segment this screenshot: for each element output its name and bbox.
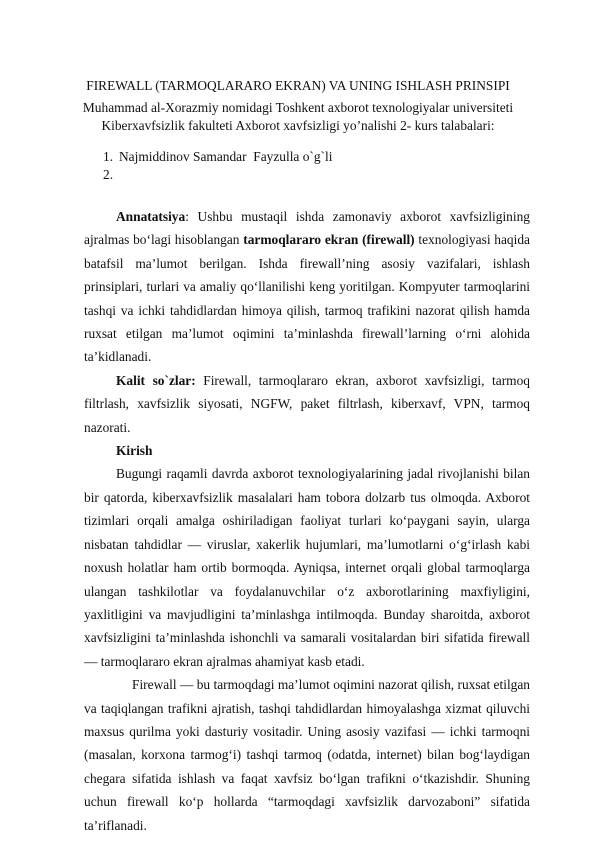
author-item <box>103 148 332 166</box>
keywords-label: Kalit so`zlar: <box>116 372 196 388</box>
intro-paragraph-1: Bugungi raqamli davrda axborot texnologiyalarining jadal rivojlanishi bilan bir qatorda, kiberxavfsizlik masalalari ham tobora dolzarb tus olmoqda. Axborot tizimlari orqali amalga oshiriladigan faoliyat turlari ko‘paygani sayin, ularga nisbatan tahdidlar — viruslar, xakerlik hujumlari, ma’lumotlarni o‘g‘irlash kabi noxush holatlar ham ortib bormoqda. Ayniqsa, internet orqali global tarmoqlarga ulangan tashkilotlar va foydalanuvchilar o‘z axborotlarining maxfiyligini, yaxlitligini va mavjudligini ta’minlashga intilmoqda. Bunday sharoitda, axborot xavfsizligini ta’minlashda ishonchli va samarali vositalardan biri sifatida firewall — tarmoqlararo ekran ajralmas ahamiyat kasb etadi. <box>84 466 530 669</box>
annotation-bold-term: tarmoqlararo ekran (firewall) <box>243 232 415 248</box>
intro-heading: Kirish <box>116 443 153 459</box>
author-number: 1. <box>103 149 114 164</box>
paper-title: FIREWALL (TARMOQLARARO EKRAN) VA UNING ISHLASH PRINSIPI <box>86 78 510 93</box>
author-list <box>103 148 332 184</box>
annotation-paragraph <box>84 205 530 369</box>
affiliation-line-2: Kiberxavfsizlik fakulteti Axborot xavfsizligi yo’nalishi 2- kurs talabalari: <box>101 118 495 133</box>
keywords-paragraph <box>84 369 530 439</box>
intro-paragraph-2: Firewall — bu tarmoqdagi ma’lumot oqimini nazorat qilish, ruxsat etilgan va taqiqlangan trafikni ajratish, tashqi tahdidlardan himoyalashga xizmat qiluvchi maxsus qurilma yoki dasturiy vositadir. Uning asosiy vazifasi — ichki tarmoqni (masalan, korxona tarmog‘i) tashqi tarmoq (odatda, internet) bilan bog‘laydigan chegara sifatida ishlash va faqat xavfsiz bo‘lgan trafikni o‘tkazishdir. Shuning uchun firewall ko‘p hollarda “tarmoqdagi xavfsizlik darvozaboni” sifatida ta’riflanadi. <box>84 677 530 833</box>
annotation-text-post: texnologiyasi haqida batafsil ma’lumot berilgan. Ishda firewall’ning asosiy vazifalari, ishlash prinsiplari, turlari va amaliy qo‘llanilishi keng yoritilgan. Kompyuter tarmoqlarini tashqi va ichki tahdidlardan himoya qilish, tarmoq trafikini nazorat qilish hamda ruxsat etilgan ma’lumot oqimini ta’minlashda firewall’larning o‘rni alohida ta’kidlanadi. <box>84 232 530 365</box>
affiliation-line-1: Muhammad al-Xorazmiy nomidagi Toshkent axborot texnologiyalar universiteti <box>82 100 514 115</box>
paper-body <box>84 205 530 837</box>
annotation-text-pre: : Ushbu mustaqil ishda zamonaviy axborot xavfsizligining ajralmas bo‘lagi hisoblangan <box>84 209 530 248</box>
author-number: 2. <box>103 167 114 182</box>
author-item <box>103 166 332 184</box>
author-name: Najmiddinov Samandar Fayzulla o`g`li <box>119 149 333 164</box>
keywords-text: Firewall, tarmoqlararo ekran, axborot xavfsizligi, tarmoq filtrlash, xavfsizlik siyosati, NGFW, paket filtrlash, kiberxavf, VPN, tarmoq nazorati. <box>84 372 530 435</box>
annotation-label: Annatatsiya <box>116 209 186 224</box>
